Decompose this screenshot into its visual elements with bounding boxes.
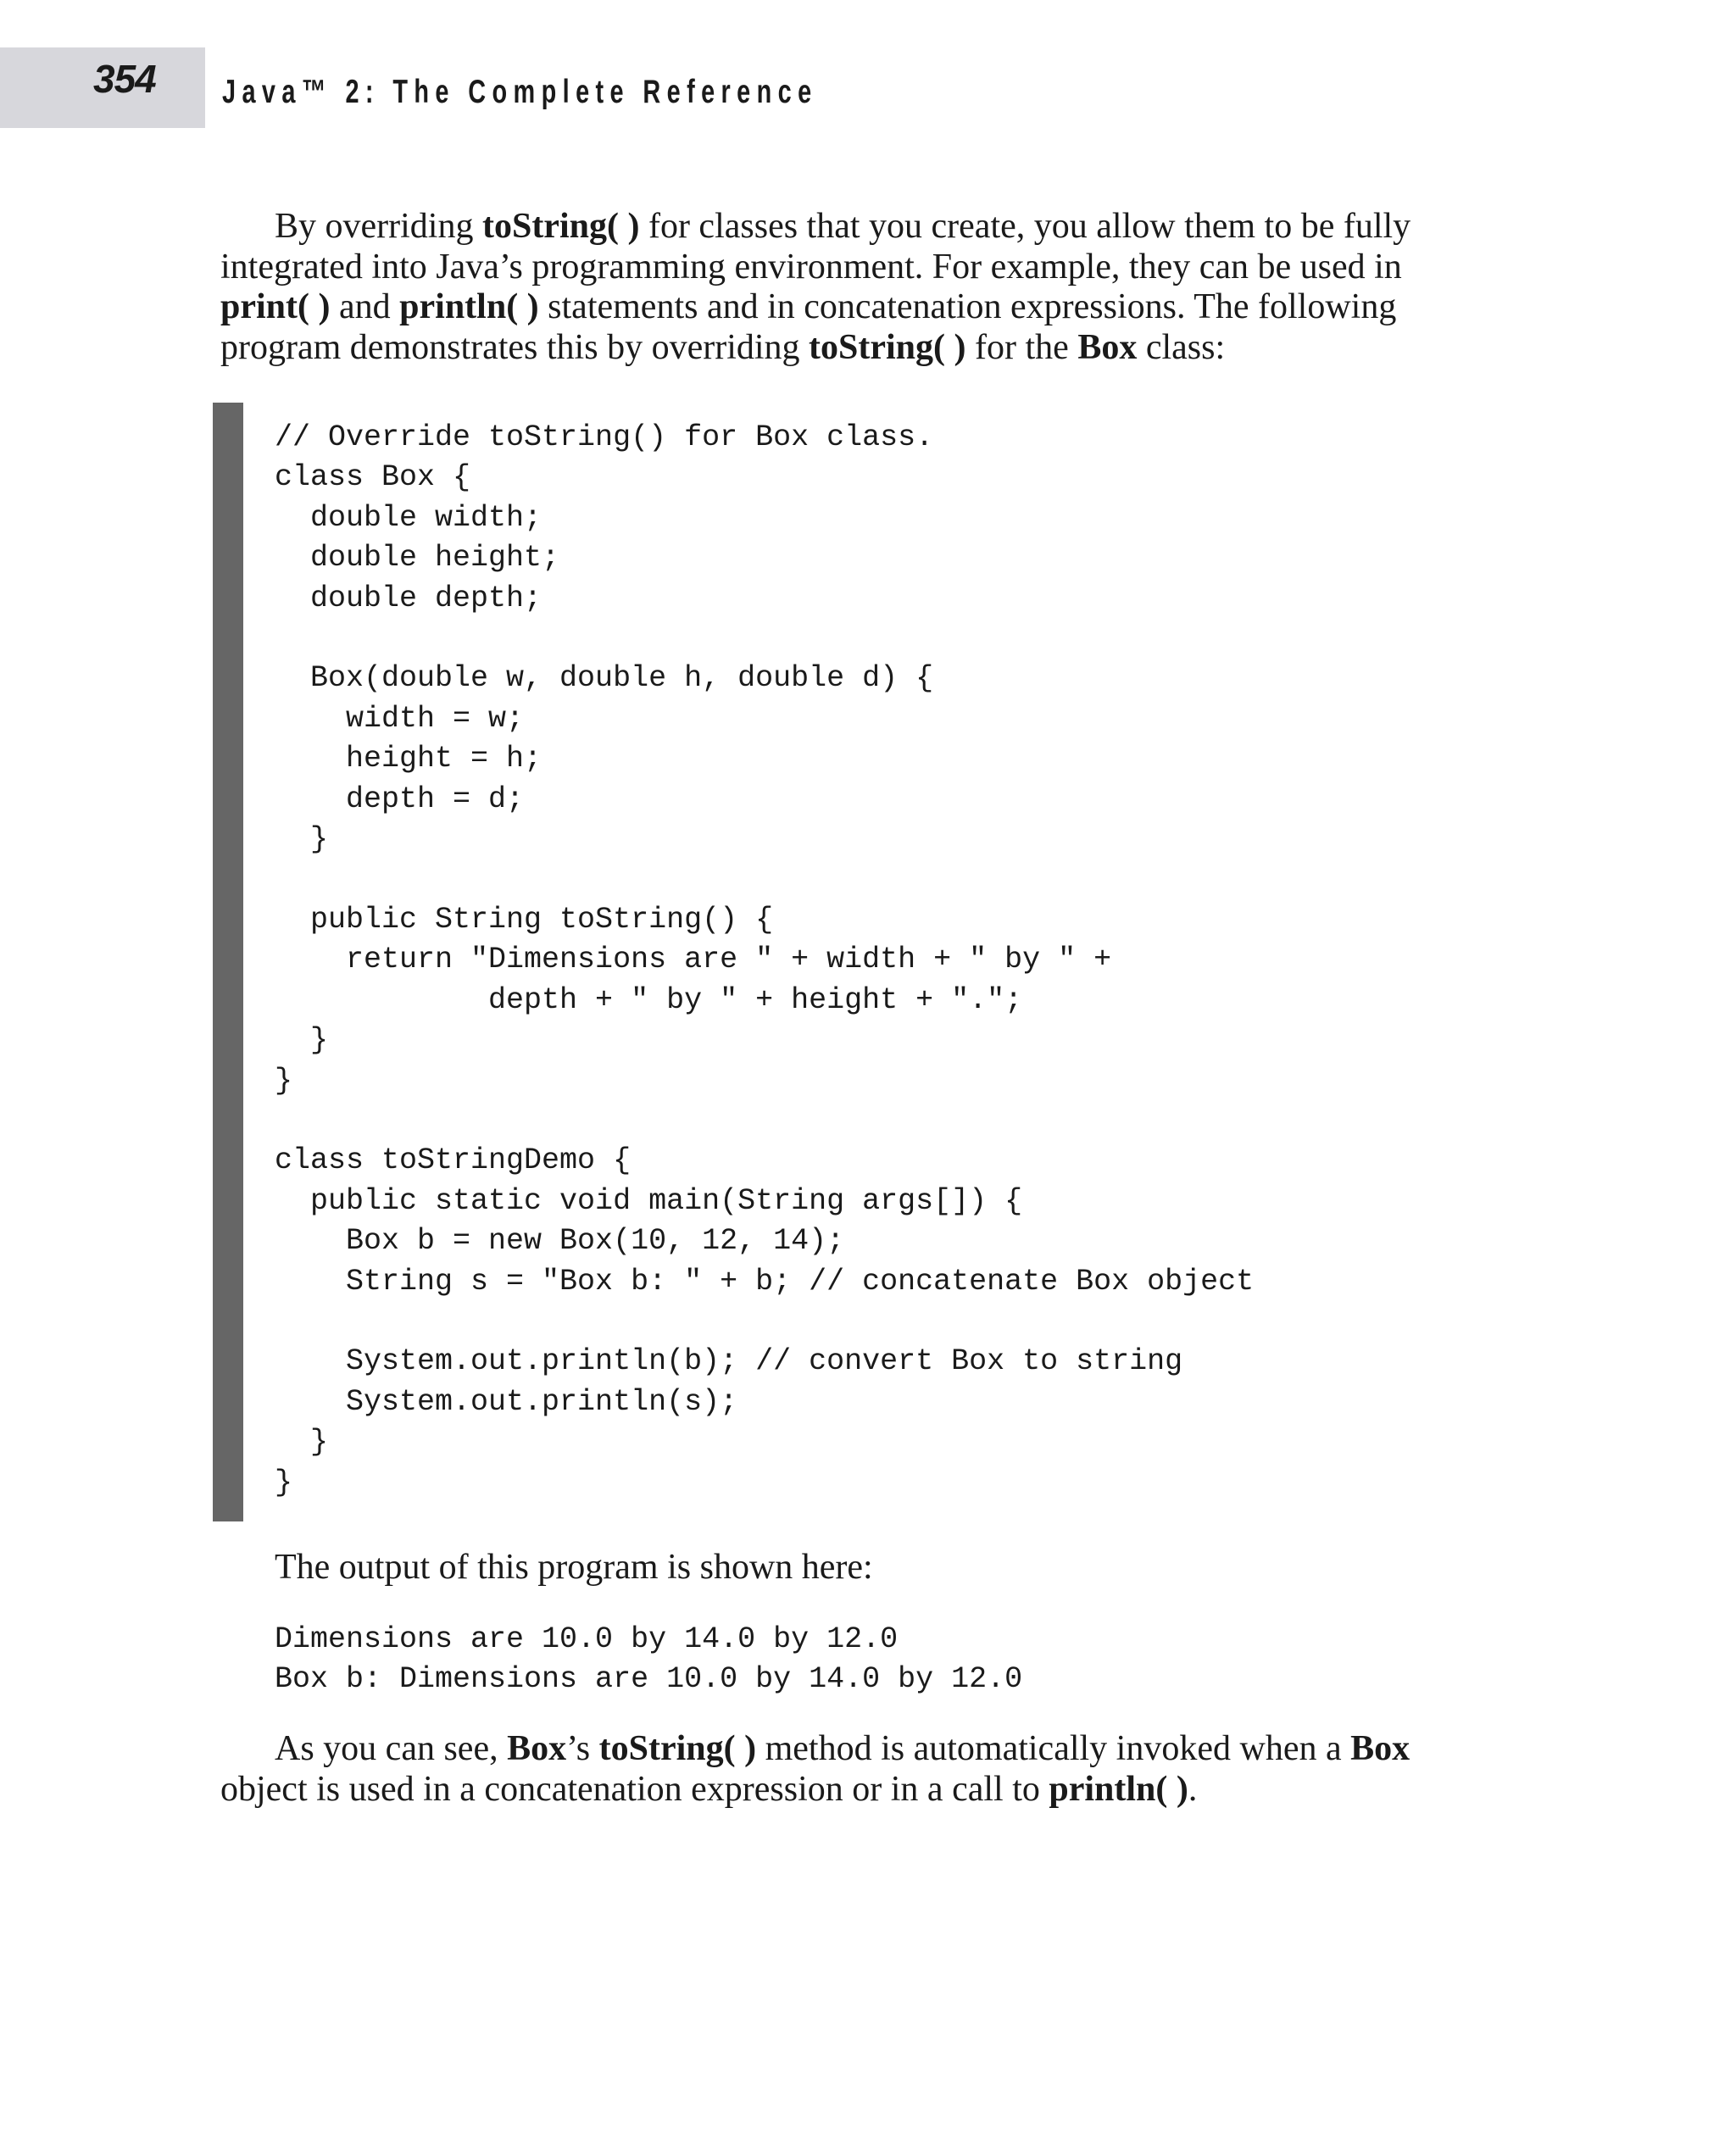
intro-bold-3: println( ): [399, 287, 539, 326]
program-output: Dimensions are 10.0 by 14.0 by 12.0 Box b: Dimensions are 10.0 by 14.0 by 12.0: [275, 1622, 1023, 1697]
conclusion-text-2: ’s: [566, 1729, 599, 1768]
intro-bold-4: toString( ): [809, 327, 966, 367]
conclusion-bold-2: toString( ): [598, 1729, 757, 1768]
conclusion-paragraph: [220, 1729, 1466, 1810]
running-head: Java™ 2: The Complete Reference: [222, 74, 818, 110]
conclusion-text-1: As you can see,: [275, 1729, 508, 1768]
intro-text-4: statements and in concatenation expressions. The following program demonstrates this by overriding: [220, 287, 1397, 367]
conclusion-text-3: method is automatically invoked when a: [756, 1729, 1351, 1768]
conclusion-bold-1: Box: [507, 1729, 567, 1768]
conclusion-text-4: object is used in a concatenation expression or in a call to: [220, 1769, 1049, 1809]
output-label: The output of this program is shown here:: [275, 1548, 873, 1587]
intro-text-3: and: [330, 287, 400, 326]
intro-text-6: class:: [1137, 327, 1226, 367]
conclusion-bold-3: Box: [1350, 1729, 1410, 1768]
intro-bold-5: Box: [1077, 327, 1138, 367]
page-number: 354: [93, 57, 156, 101]
intro-bold-1: toString( ): [481, 207, 640, 246]
intro-paragraph: [220, 207, 1466, 368]
intro-bold-2: print( ): [220, 287, 331, 326]
code-listing: // Override toString() for Box class. class Box { double width; double height; double depth; Box(double w, double h, double d) { width = w; height = h; depth = d; } public String toString() { return "Dimensions are " + width + " by " + depth + " by " + height + "."; } } class toStringDemo { public static void main(String args[]) { Box b = new Box(10, 12, 14); String s = "Box b: " + b; // concatenate Box object System.out.println(b); // convert Box to string System.out.println(s); } }: [275, 420, 1255, 1499]
code-listing-bar: [213, 403, 243, 1521]
intro-text-1: By overriding: [275, 207, 482, 246]
intro-text-5: for the: [965, 327, 1078, 367]
intro-text-2: for classes that you create, you allow them to be fully integrated into Java’s programming environment. For example, they can be used in: [220, 207, 1411, 286]
conclusion-bold-4: println( ): [1049, 1769, 1188, 1809]
conclusion-text-5: .: [1188, 1769, 1198, 1809]
